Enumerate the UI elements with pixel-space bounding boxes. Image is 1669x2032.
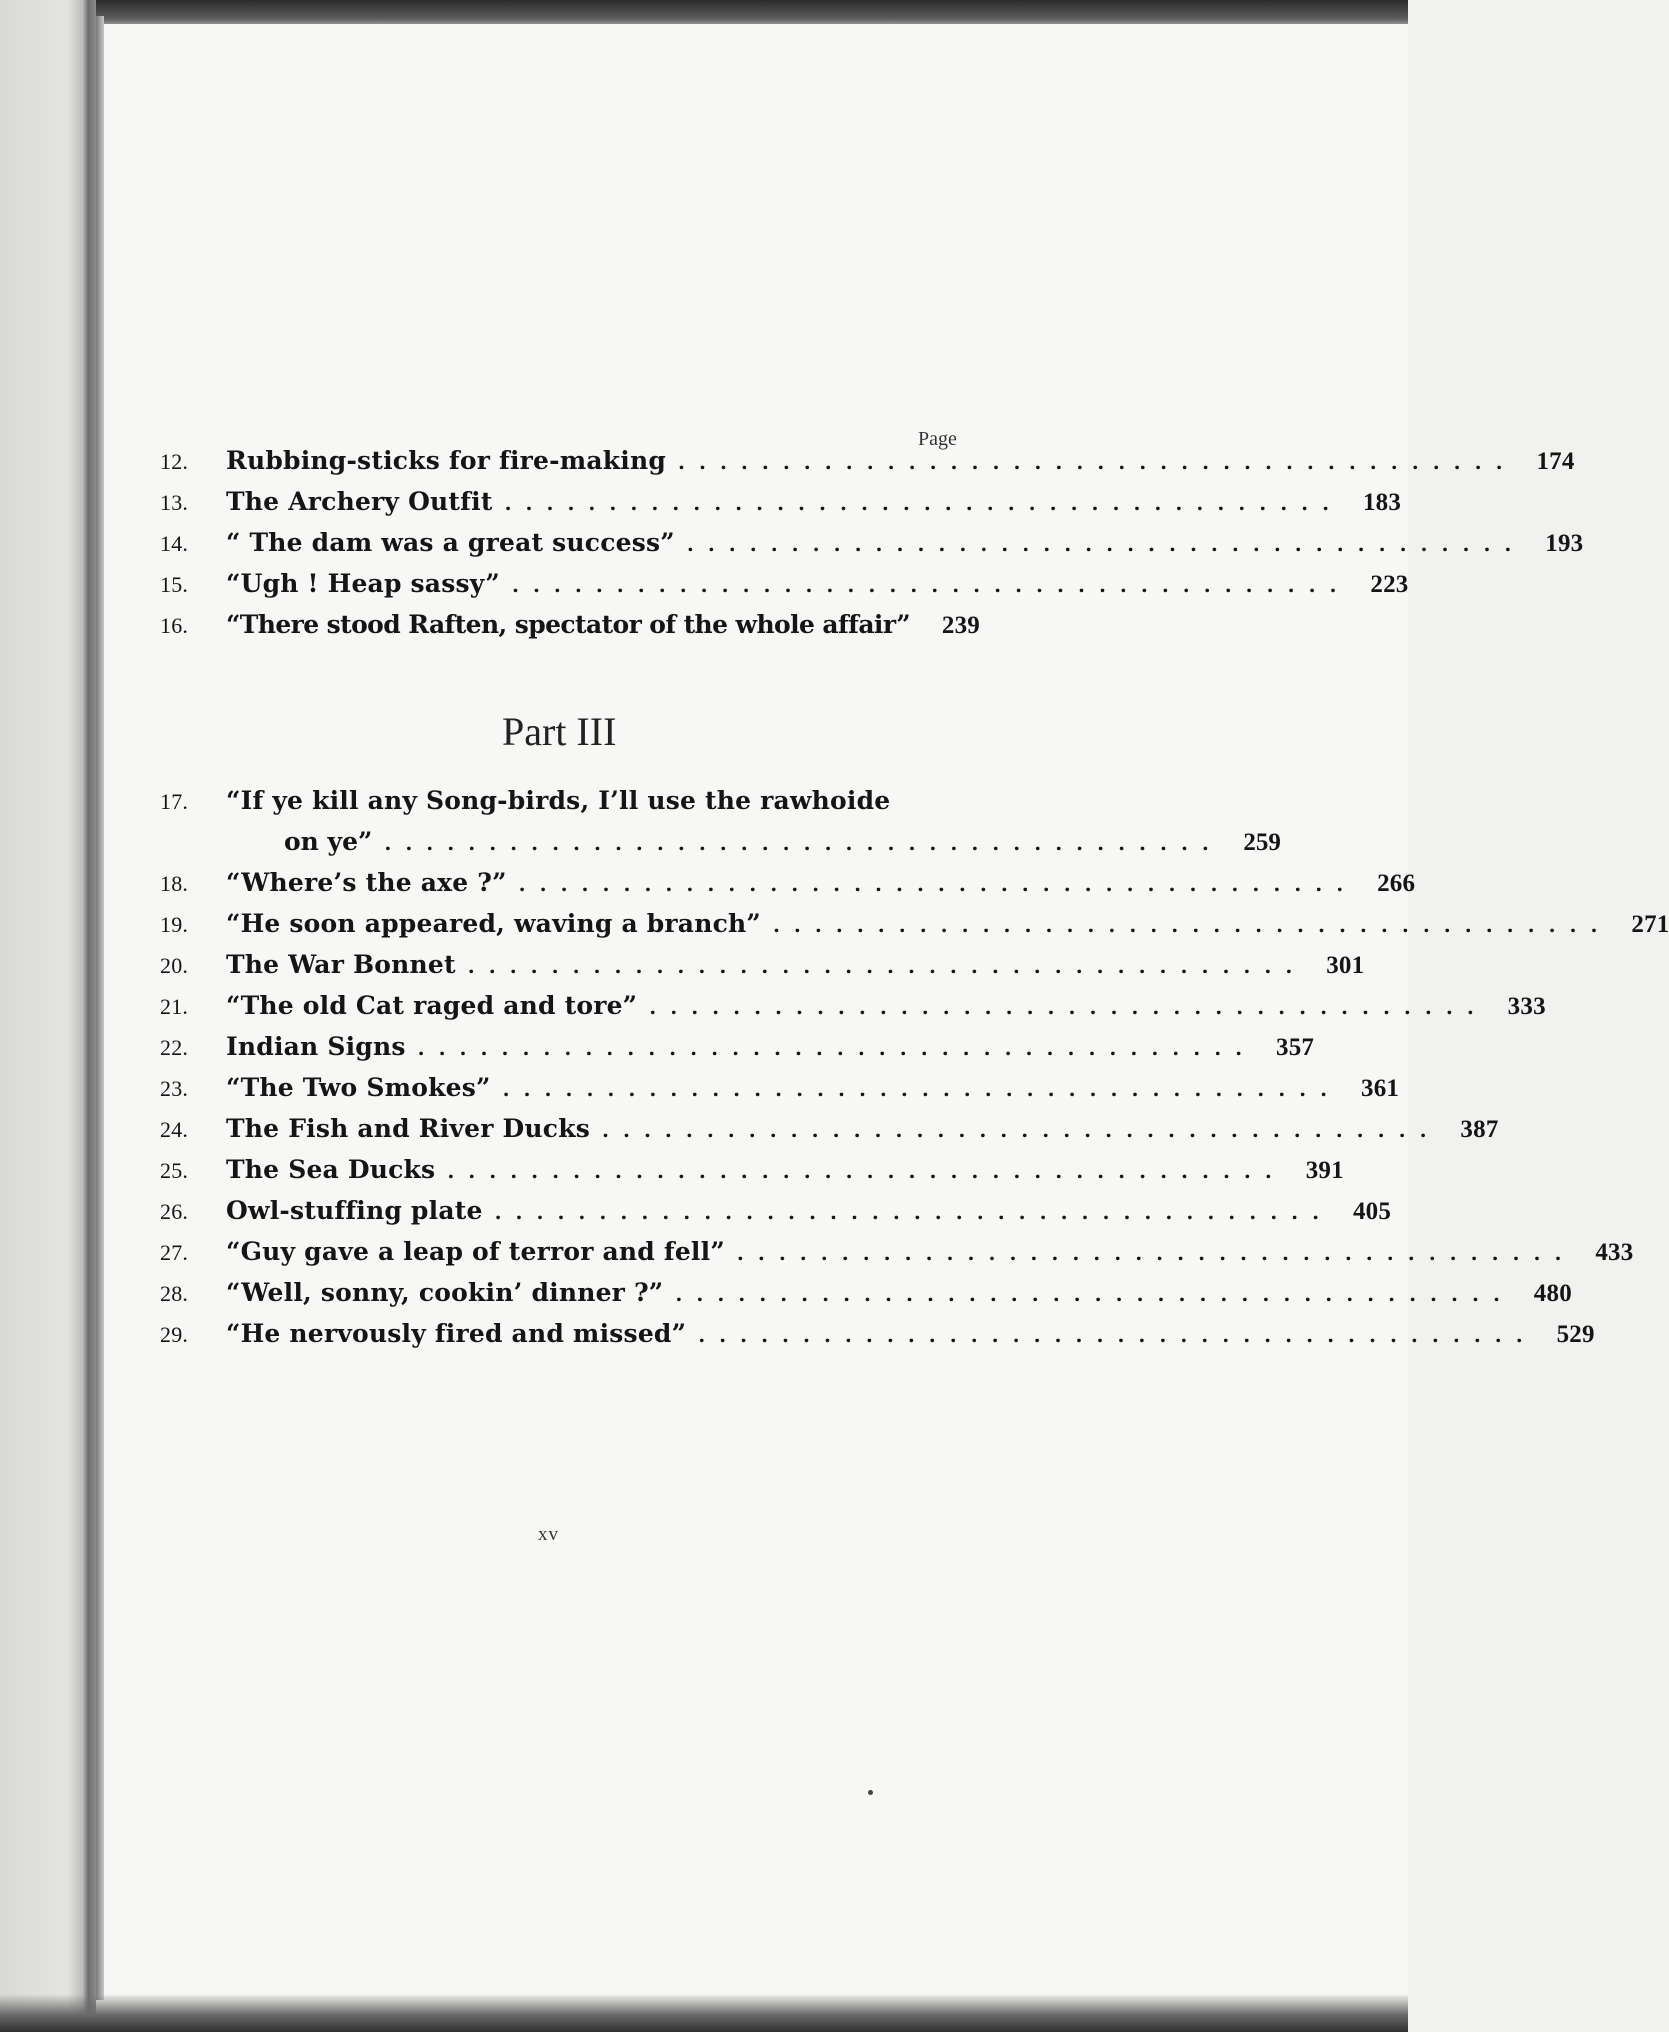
page-column-header: Page	[918, 428, 957, 450]
entry-title: “Where’s the axe ?”	[226, 868, 507, 897]
part-heading: Part III	[502, 709, 617, 754]
list-item	[160, 868, 1416, 908]
entry-page-number: 239	[941, 612, 980, 639]
entry-number: 23.	[160, 1076, 189, 1101]
dot-leader: ........................................	[518, 872, 1358, 896]
entry-page-number: 529	[1556, 1321, 1595, 1348]
entry-page-number: 361	[1361, 1075, 1400, 1102]
dot-leader: ........................................	[467, 954, 1307, 978]
paper-speck	[868, 1790, 873, 1795]
entry-number: 19.	[160, 912, 189, 937]
entry-page-number: 266	[1377, 870, 1416, 897]
entry-number: 26.	[160, 1199, 189, 1224]
dot-leader: ........................................	[504, 491, 1344, 515]
dot-leader: ........................................	[772, 913, 1612, 937]
entry-page-number: 357	[1276, 1034, 1315, 1061]
list-item-continuation	[284, 827, 1281, 867]
dot-leader: ........................................	[502, 1077, 1342, 1101]
dot-leader: ........................................	[678, 450, 1517, 474]
entry-number: 22.	[160, 1035, 189, 1060]
list-item	[160, 786, 980, 826]
entry-number: 14.	[160, 531, 189, 556]
entry-title: The Sea Ducks	[226, 1155, 436, 1184]
page-folio: xv	[538, 1524, 559, 1545]
entry-title-line-2: on ye”	[284, 827, 373, 856]
dot-leader: ........................................	[698, 1323, 1537, 1347]
list-item	[160, 950, 1365, 990]
dot-leader: ........................................	[736, 1241, 1576, 1265]
entry-page-number: 271	[1631, 911, 1669, 938]
entry-number: 13.	[160, 490, 189, 515]
list-item	[160, 1114, 1499, 1154]
entry-page-number: 405	[1352, 1198, 1392, 1225]
entry-page-number: 183	[1362, 489, 1402, 516]
entry-number: 24.	[160, 1117, 189, 1142]
list-item	[160, 610, 980, 650]
entry-page-number: 387	[1460, 1116, 1499, 1143]
book-cover-edge	[0, 0, 96, 2032]
entry-number: 12.	[160, 449, 189, 474]
scan-bottom-shadow	[0, 1994, 1408, 2032]
entry-title: “ The dam was a great success”	[226, 528, 675, 557]
entry-page-number: 391	[1305, 1157, 1344, 1184]
list-item	[160, 528, 1584, 568]
entry-number: 21.	[160, 994, 189, 1019]
list-item	[160, 909, 1669, 949]
entry-page-number: 433	[1595, 1239, 1634, 1266]
entry-title: The Archery Outfit	[226, 487, 493, 516]
entry-number: 18.	[160, 871, 189, 896]
dot-leader: ........................................	[686, 532, 1526, 556]
entry-title: “He nervously fired and missed”	[226, 1319, 687, 1348]
entry-number: 27.	[160, 1240, 189, 1265]
dot-leader: ........................................	[384, 831, 1223, 855]
entry-title: “There stood Raften, spectator of the whole affair”	[226, 610, 911, 639]
entry-title: “He soon appeared, waving a branch”	[226, 909, 761, 938]
entry-number: 17.	[160, 789, 189, 814]
entry-title: Rubbing-sticks for fire-making	[226, 446, 667, 475]
list-item	[160, 446, 1575, 486]
entry-title-line-1: “If ye kill any Song-birds, I’ll use the rawhoide	[226, 786, 891, 815]
dot-leader: ........................................	[511, 573, 1351, 597]
entry-title: “Ugh ! Heap sassy”	[226, 569, 500, 598]
entry-number: 25.	[160, 1158, 189, 1183]
dot-leader: ........................................	[602, 1118, 1441, 1142]
list-item	[160, 991, 1546, 1031]
list-item	[160, 1278, 1572, 1318]
entry-title: The War Bonnet	[226, 950, 456, 979]
dot-leader: ........................................	[675, 1282, 1514, 1306]
dot-leader: ........................................	[447, 1159, 1286, 1183]
entry-title: “The Two Smokes”	[226, 1073, 491, 1102]
entry-title: Indian Signs	[226, 1032, 406, 1061]
entry-number: 15.	[160, 572, 189, 597]
entry-title: The Fish and River Ducks	[226, 1114, 591, 1143]
entry-page-number: 174	[1536, 448, 1575, 475]
entry-page-number: 259	[1243, 829, 1281, 856]
entry-title: “Guy gave a leap of terror and fell”	[226, 1237, 725, 1266]
entry-page-number: 193	[1545, 530, 1584, 557]
entry-page-number: 333	[1507, 993, 1546, 1020]
entry-page-number: 223	[1370, 571, 1409, 598]
list-item	[160, 487, 1402, 527]
list-item	[160, 1319, 1595, 1359]
entry-title: Owl-stuffing plate	[226, 1196, 483, 1225]
entry-number: 20.	[160, 953, 189, 978]
entry-title: “Well, sonny, cookin’ dinner ?”	[226, 1278, 664, 1307]
dot-leader: ........................................	[417, 1036, 1257, 1060]
entry-number: 28.	[160, 1281, 189, 1306]
list-item	[160, 1155, 1344, 1195]
list-item	[160, 569, 1409, 609]
dot-leader: ........................................	[494, 1200, 1334, 1224]
dot-leader: ........................................	[649, 995, 1488, 1019]
list-item	[160, 1237, 1634, 1277]
entry-page-number: 301	[1326, 952, 1365, 979]
list-item	[160, 1196, 1392, 1236]
list-item	[160, 1073, 1400, 1113]
entry-title: “The old Cat raged and tore”	[226, 991, 638, 1020]
entry-number: 16.	[160, 613, 189, 638]
list-item	[160, 1032, 1315, 1072]
entry-number: 29.	[160, 1322, 189, 1347]
page-binding-edge	[96, 16, 104, 2000]
entry-page-number: 480	[1533, 1280, 1572, 1307]
